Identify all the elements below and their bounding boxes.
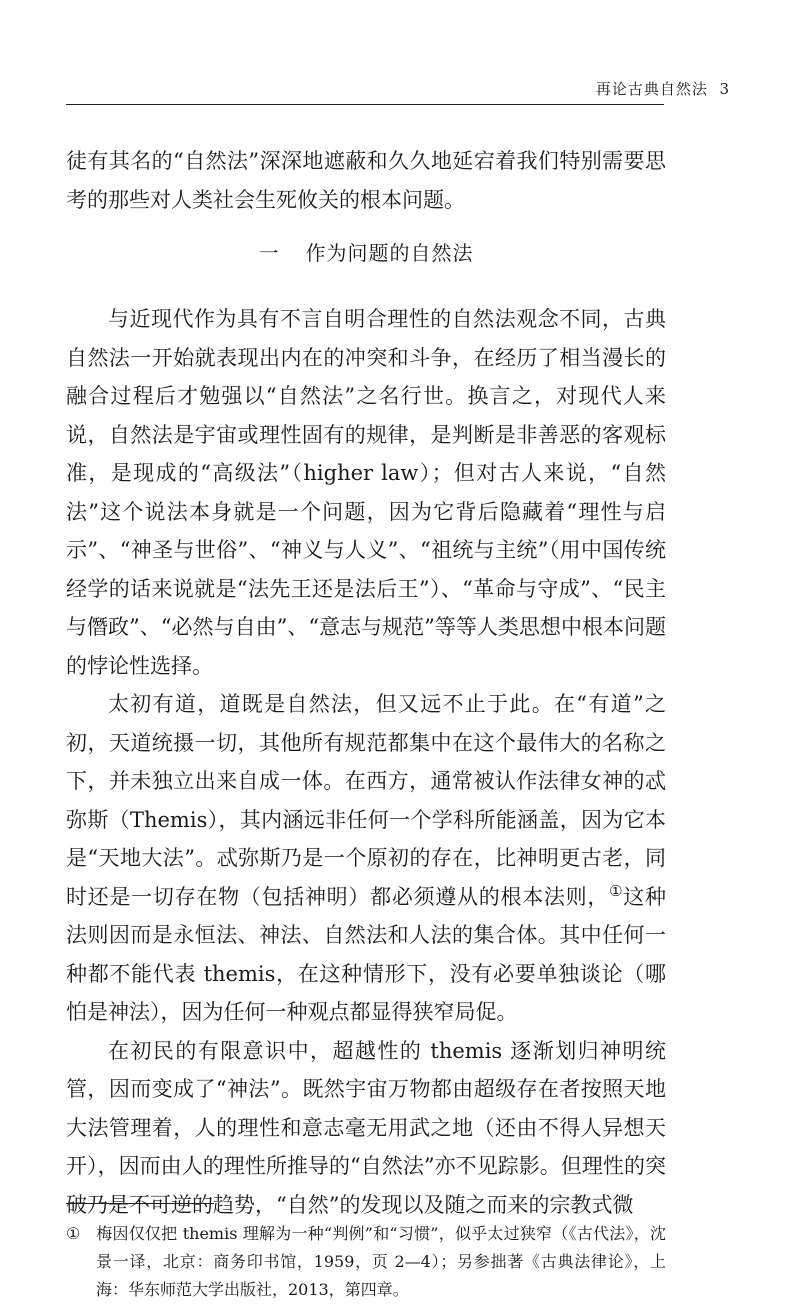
footnote [66, 1220, 666, 1304]
footnote-text: 梅因仅仅把 themis 理解为一种“判例”和“习惯”，似乎太过狭窄（《古代法》，沈景一译，北京：商务印书馆，1959，页 2—4）；另参拙著《古典法律论》，上海：华东师范大学出版社，2013，第四章。 [96, 1224, 666, 1299]
paragraph-2-text-cont: 这种法则因而是永恒法、神法、自然法和人法的集合体。其中任何一种都不能代表 themis，在这种情形下，没有必要单独谈论（哪怕是神法），因为任何一种观点都显得狭窄局促。 [66, 884, 667, 1024]
footnote-mark: ① [66, 1224, 81, 1243]
page-number: 3 [719, 80, 730, 98]
paragraph-3: 在初民的有限意识中，超越性的 themis 逐渐划归神明统管，因而变成了“神法”。既然宇宙万物都由超级存在者按照天地大法管理着，人的理性和意志毫无用武之地（还由不得人异想天开），因而由人的理性所推导的“自然法”亦不见踪影。但理性的突破乃是不可逆的趋势，“自然”的发现以及随之而来的宗教式微 [66, 1038, 666, 1217]
running-header [66, 78, 730, 100]
paragraph-2 [66, 685, 666, 1032]
running-title: 再论古典自然法 [595, 80, 708, 98]
intro-paragraph: 徒有其名的“自然法”深深地遮蔽和久久地延宕着我们特别需要思考的那些对人类社会生死攸关的根本问题。 [66, 149, 666, 212]
footnote-rule [66, 1203, 214, 1204]
section-heading [66, 238, 666, 268]
section-title: 作为问题的自然法 [305, 241, 474, 265]
section-number: 一 [258, 241, 280, 265]
footnote-reference[interactable]: ① [609, 881, 624, 900]
paragraph-2-text: 太初有道，道既是自然法，但又远不止于此。在“有道”之初，天道统摄一切，其他所有规范都集中在这个最伟大的名称之下，并未独立出来自成一体。在西方，通常被认作法律女神的忒弥斯（Themis），其内涵远非任何一个学科所能涵盖，因为它本是“天地大法”。忒弥斯乃是一个原初的存在，比神明更古老，同时还是一切存在物（包括神明）都必须遵从的根本法则， [66, 692, 666, 909]
header-rule [66, 104, 664, 105]
paragraph-1: 与近现代作为具有不言自明合理性的自然法观念不同，古典自然法一开始就表现出内在的冲突和斗争，在经历了相当漫长的融合过程后才勉强以“自然法”之名行世。换言之，对现代人来说，自然法是宇宙或理性固有的规律，是判断是非善恶的客观标准，是现成的“高级法”（higher law）；但对古人来说，“自然法”这个说法本身就是一个问题，因为它背后隐藏着“理性与启示”、“神圣与世俗”、“神义与人义”、“祖统与主统”（用中国传统经学的话来说就是“法先王还是法后王”）、“革命与守成”、“民主与僭政”、“必然与自由”、“意志与规范”等等人类思想中根本问题的悖论性选择。 [66, 307, 666, 678]
main-text [66, 300, 666, 1224]
